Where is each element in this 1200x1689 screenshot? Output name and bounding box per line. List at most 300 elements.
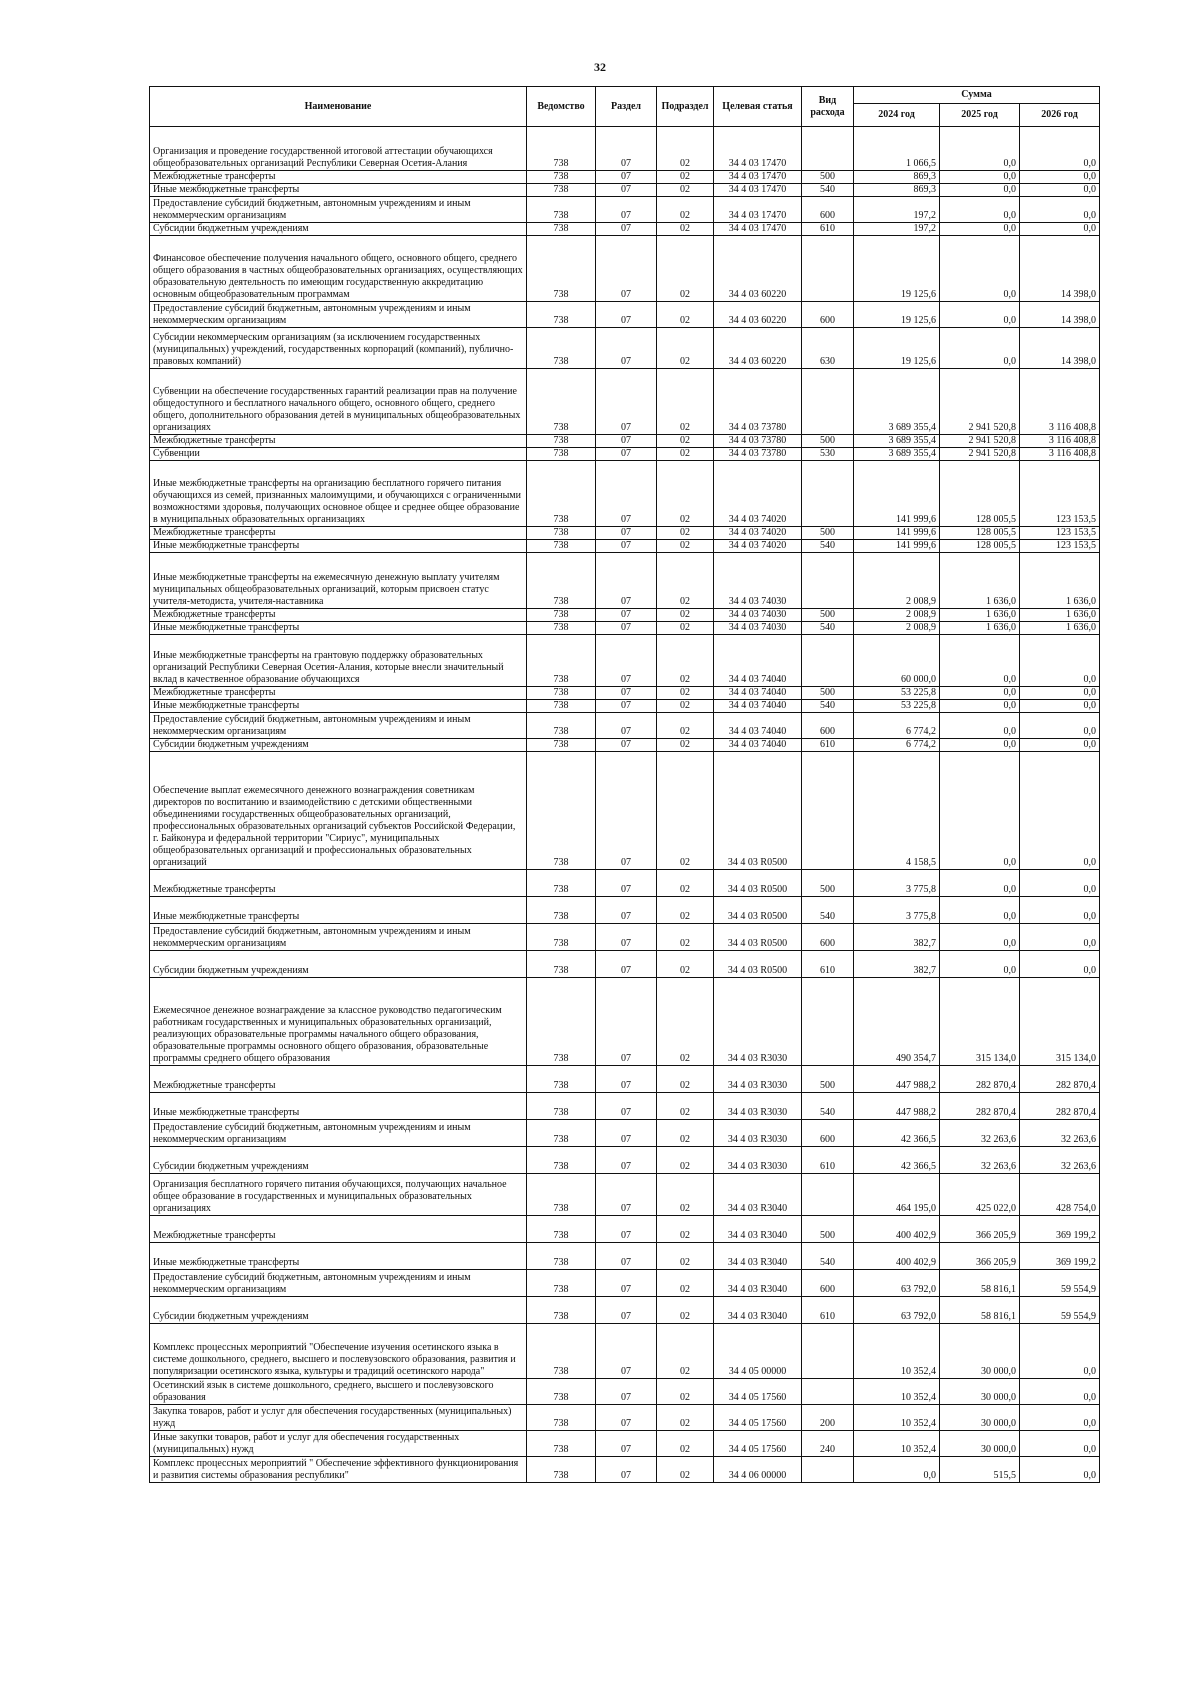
cell-department: 738 [527, 184, 596, 197]
table-row [150, 448, 1100, 461]
cell-target: 34 4 03 R3030 [714, 1147, 802, 1174]
table-row [150, 1120, 1100, 1147]
cell-expense [802, 1324, 854, 1379]
cell-department: 738 [527, 197, 596, 223]
cell-name: Субсидии бюджетным учреждениям [150, 223, 527, 236]
cell-section: 07 [596, 1120, 657, 1147]
cell-target: 34 4 03 R0500 [714, 924, 802, 951]
cell-section: 07 [596, 1431, 657, 1457]
cell-name: Иные межбюджетные трансферты [150, 700, 527, 713]
cell-target: 34 4 03 R3040 [714, 1270, 802, 1297]
table-row [150, 1243, 1100, 1270]
cell-name: Субсидии бюджетным учреждениям [150, 739, 527, 752]
cell-2026: 0,0 [1020, 1457, 1100, 1483]
cell-section: 07 [596, 951, 657, 978]
budget-table [149, 86, 1100, 1483]
cell-2024: 490 354,7 [854, 978, 940, 1066]
cell-name: Иные межбюджетные трансферты на ежемесячную денежную выплату учителям муниципальных общеобразовательных организаций, которым присвоен статус учителя-методиста, учителя-наставника [150, 553, 527, 609]
cell-department: 738 [527, 328, 596, 369]
cell-2025: 0,0 [940, 302, 1020, 328]
cell-subsection: 02 [657, 223, 714, 236]
cell-2025: 30 000,0 [940, 1379, 1020, 1405]
cell-name: Иные межбюджетные трансферты [150, 897, 527, 924]
cell-expense: 610 [802, 951, 854, 978]
header-department: Ведомство [527, 87, 596, 127]
table-row [150, 1066, 1100, 1093]
cell-2025: 128 005,5 [940, 540, 1020, 553]
cell-subsection: 02 [657, 752, 714, 870]
cell-2026: 123 153,5 [1020, 540, 1100, 553]
table-row [150, 461, 1100, 527]
cell-2025: 0,0 [940, 127, 1020, 171]
cell-subsection: 02 [657, 171, 714, 184]
cell-section: 07 [596, 171, 657, 184]
cell-section: 07 [596, 700, 657, 713]
table-row [150, 978, 1100, 1066]
cell-target: 34 4 03 74030 [714, 622, 802, 635]
cell-2024: 447 988,2 [854, 1093, 940, 1120]
cell-2024: 3 689 355,4 [854, 448, 940, 461]
cell-expense: 500 [802, 171, 854, 184]
table-header [150, 87, 1100, 127]
cell-2026: 282 870,4 [1020, 1093, 1100, 1120]
cell-subsection: 02 [657, 1243, 714, 1270]
cell-department: 738 [527, 1243, 596, 1270]
cell-2025: 32 263,6 [940, 1147, 1020, 1174]
cell-2025: 366 205,9 [940, 1243, 1020, 1270]
cell-2025: 58 816,1 [940, 1297, 1020, 1324]
cell-section: 07 [596, 752, 657, 870]
header-section: Раздел [596, 87, 657, 127]
cell-expense: 600 [802, 1270, 854, 1297]
cell-2025: 2 941 520,8 [940, 369, 1020, 435]
cell-2026: 0,0 [1020, 687, 1100, 700]
cell-department: 738 [527, 870, 596, 897]
cell-expense: 240 [802, 1431, 854, 1457]
table-row [150, 713, 1100, 739]
table-row [150, 609, 1100, 622]
cell-name: Комплекс процессных мероприятий " Обеспечение эффективного функционирования и развития системы образования республики" [150, 1457, 527, 1483]
cell-2025: 0,0 [940, 197, 1020, 223]
cell-section: 07 [596, 713, 657, 739]
header-2026: 2026 год [1020, 104, 1100, 127]
cell-department: 738 [527, 1147, 596, 1174]
cell-subsection: 02 [657, 870, 714, 897]
cell-target: 34 4 03 60220 [714, 328, 802, 369]
cell-2024: 2 008,9 [854, 553, 940, 609]
cell-target: 34 4 03 74040 [714, 635, 802, 687]
cell-section: 07 [596, 1243, 657, 1270]
cell-target: 34 4 03 73780 [714, 369, 802, 435]
cell-target: 34 4 03 74040 [714, 739, 802, 752]
table-row [150, 1457, 1100, 1483]
cell-subsection: 02 [657, 609, 714, 622]
cell-2025: 0,0 [940, 328, 1020, 369]
cell-target: 34 4 06 00000 [714, 1457, 802, 1483]
cell-department: 738 [527, 635, 596, 687]
cell-2026: 0,0 [1020, 197, 1100, 223]
cell-department: 738 [527, 461, 596, 527]
table-row [150, 1270, 1100, 1297]
cell-2026: 123 153,5 [1020, 461, 1100, 527]
cell-2026: 282 870,4 [1020, 1066, 1100, 1093]
cell-2024: 400 402,9 [854, 1243, 940, 1270]
cell-target: 34 4 03 73780 [714, 435, 802, 448]
cell-section: 07 [596, 609, 657, 622]
cell-department: 738 [527, 448, 596, 461]
cell-2026: 3 116 408,8 [1020, 369, 1100, 435]
cell-name: Межбюджетные трансферты [150, 171, 527, 184]
cell-expense: 500 [802, 1066, 854, 1093]
cell-2026: 0,0 [1020, 635, 1100, 687]
cell-section: 07 [596, 739, 657, 752]
cell-name: Межбюджетные трансферты [150, 1216, 527, 1243]
cell-2026: 0,0 [1020, 700, 1100, 713]
table-row [150, 1379, 1100, 1405]
cell-2025: 0,0 [940, 635, 1020, 687]
cell-name: Предоставление субсидий бюджетным, автономным учреждениям и иным некоммерческим организациям [150, 1270, 527, 1297]
cell-2024: 19 125,6 [854, 328, 940, 369]
cell-section: 07 [596, 1457, 657, 1483]
table-row [150, 184, 1100, 197]
table-row [150, 870, 1100, 897]
cell-section: 07 [596, 1297, 657, 1324]
cell-section: 07 [596, 870, 657, 897]
table-row [150, 369, 1100, 435]
cell-section: 07 [596, 461, 657, 527]
cell-expense: 600 [802, 924, 854, 951]
cell-section: 07 [596, 197, 657, 223]
cell-2025: 0,0 [940, 223, 1020, 236]
cell-expense: 610 [802, 1297, 854, 1324]
cell-target: 34 4 03 R3040 [714, 1243, 802, 1270]
cell-target: 34 4 03 R3040 [714, 1216, 802, 1243]
cell-name: Предоставление субсидий бюджетным, автономным учреждениям и иным некоммерческим организациям [150, 713, 527, 739]
cell-section: 07 [596, 448, 657, 461]
cell-expense: 500 [802, 609, 854, 622]
cell-2026: 0,0 [1020, 924, 1100, 951]
cell-department: 738 [527, 1174, 596, 1216]
cell-subsection: 02 [657, 1066, 714, 1093]
cell-2025: 282 870,4 [940, 1066, 1020, 1093]
cell-2026: 0,0 [1020, 127, 1100, 171]
cell-2025: 0,0 [940, 951, 1020, 978]
cell-2026: 0,0 [1020, 184, 1100, 197]
cell-name: Предоставление субсидий бюджетным, автономным учреждениям и иным некоммерческим организациям [150, 924, 527, 951]
cell-2024: 63 792,0 [854, 1270, 940, 1297]
cell-expense: 600 [802, 302, 854, 328]
cell-target: 34 4 03 R0500 [714, 897, 802, 924]
cell-subsection: 02 [657, 1297, 714, 1324]
cell-department: 738 [527, 739, 596, 752]
table-row [150, 171, 1100, 184]
table-row [150, 739, 1100, 752]
cell-2024: 3 689 355,4 [854, 435, 940, 448]
cell-department: 738 [527, 978, 596, 1066]
cell-section: 07 [596, 527, 657, 540]
cell-expense [802, 635, 854, 687]
cell-name: Комплекс процессных мероприятий "Обеспечение изучения осетинского языка в системе дошкольного, среднего, высшего и послевузовского образования, развития и популяризации осетинского языка, культуры и традиций осетинского народа" [150, 1324, 527, 1379]
cell-name: Межбюджетные трансферты [150, 527, 527, 540]
cell-2026: 32 263,6 [1020, 1120, 1100, 1147]
cell-2025: 128 005,5 [940, 527, 1020, 540]
cell-name: Иные закупки товаров, работ и услуг для обеспечения государственных (муниципальных) нужд [150, 1431, 527, 1457]
cell-department: 738 [527, 1457, 596, 1483]
table-row [150, 127, 1100, 171]
cell-2024: 53 225,8 [854, 700, 940, 713]
cell-expense: 500 [802, 527, 854, 540]
header-target: Целевая статья [714, 87, 802, 127]
cell-2024: 53 225,8 [854, 687, 940, 700]
cell-2025: 0,0 [940, 897, 1020, 924]
cell-subsection: 02 [657, 1120, 714, 1147]
cell-name: Закупка товаров, работ и услуг для обеспечения государственных (муниципальных) нужд [150, 1405, 527, 1431]
cell-2026: 59 554,9 [1020, 1297, 1100, 1324]
cell-name: Иные межбюджетные трансферты [150, 184, 527, 197]
cell-2025: 58 816,1 [940, 1270, 1020, 1297]
cell-name: Субсидии бюджетным учреждениям [150, 1297, 527, 1324]
cell-2026: 1 636,0 [1020, 553, 1100, 609]
cell-department: 738 [527, 924, 596, 951]
cell-subsection: 02 [657, 197, 714, 223]
cell-2025: 0,0 [940, 739, 1020, 752]
cell-expense [802, 369, 854, 435]
cell-department: 738 [527, 1120, 596, 1147]
cell-2025: 515,5 [940, 1457, 1020, 1483]
cell-2024: 3 689 355,4 [854, 369, 940, 435]
cell-name: Иные межбюджетные трансферты [150, 1243, 527, 1270]
cell-expense: 600 [802, 713, 854, 739]
cell-2026: 428 754,0 [1020, 1174, 1100, 1216]
cell-department: 738 [527, 1324, 596, 1379]
cell-2026: 123 153,5 [1020, 527, 1100, 540]
cell-subsection: 02 [657, 713, 714, 739]
cell-2024: 42 366,5 [854, 1147, 940, 1174]
cell-department: 738 [527, 369, 596, 435]
cell-target: 34 4 03 R3030 [714, 1120, 802, 1147]
cell-subsection: 02 [657, 1324, 714, 1379]
cell-name: Субсидии бюджетным учреждениям [150, 1147, 527, 1174]
cell-name: Межбюджетные трансферты [150, 1066, 527, 1093]
table-row [150, 1093, 1100, 1120]
cell-name: Субсидии некоммерческим организациям (за исключением государственных (муниципальных) учреждений, государственных корпораций (компаний), публично-правовых компаний) [150, 328, 527, 369]
cell-target: 34 4 03 74020 [714, 527, 802, 540]
cell-2024: 447 988,2 [854, 1066, 940, 1093]
cell-2025: 30 000,0 [940, 1324, 1020, 1379]
header-subsection: Подраздел [657, 87, 714, 127]
cell-section: 07 [596, 978, 657, 1066]
table-row [150, 1324, 1100, 1379]
cell-2024: 10 352,4 [854, 1405, 940, 1431]
cell-2025: 0,0 [940, 713, 1020, 739]
cell-department: 738 [527, 1093, 596, 1120]
cell-department: 738 [527, 897, 596, 924]
cell-2025: 0,0 [940, 687, 1020, 700]
cell-expense: 630 [802, 328, 854, 369]
cell-department: 738 [527, 553, 596, 609]
header-expense: Вид расхода [802, 87, 854, 127]
cell-expense [802, 127, 854, 171]
cell-2026: 0,0 [1020, 1324, 1100, 1379]
cell-department: 738 [527, 1431, 596, 1457]
cell-subsection: 02 [657, 897, 714, 924]
cell-2026: 3 116 408,8 [1020, 435, 1100, 448]
cell-section: 07 [596, 236, 657, 302]
cell-subsection: 02 [657, 1216, 714, 1243]
cell-department: 738 [527, 127, 596, 171]
cell-expense: 540 [802, 540, 854, 553]
cell-subsection: 02 [657, 461, 714, 527]
cell-2026: 32 263,6 [1020, 1147, 1100, 1174]
cell-expense: 500 [802, 687, 854, 700]
cell-2025: 30 000,0 [940, 1431, 1020, 1457]
cell-subsection: 02 [657, 553, 714, 609]
cell-name: Субвенции на обеспечение государственных гарантий реализации прав на получение общедоступного и бесплатного начального общего, основного общего, среднего общего, дополнительного образования детей в муниципальных общеобразовательных организациях [150, 369, 527, 435]
table-row [150, 527, 1100, 540]
table-row [150, 687, 1100, 700]
cell-target: 34 4 03 74030 [714, 609, 802, 622]
cell-department: 738 [527, 687, 596, 700]
table-body [150, 127, 1100, 1483]
table-row [150, 1431, 1100, 1457]
table-row [150, 897, 1100, 924]
cell-2024: 0,0 [854, 1457, 940, 1483]
cell-2025: 0,0 [940, 752, 1020, 870]
cell-expense: 600 [802, 1120, 854, 1147]
cell-section: 07 [596, 1066, 657, 1093]
table-row [150, 1147, 1100, 1174]
cell-2025: 2 941 520,8 [940, 435, 1020, 448]
cell-target: 34 4 03 73780 [714, 448, 802, 461]
cell-expense: 540 [802, 700, 854, 713]
cell-2026: 0,0 [1020, 951, 1100, 978]
cell-2026: 14 398,0 [1020, 328, 1100, 369]
cell-target: 34 4 05 17560 [714, 1379, 802, 1405]
cell-2024: 63 792,0 [854, 1297, 940, 1324]
cell-2024: 10 352,4 [854, 1324, 940, 1379]
cell-section: 07 [596, 369, 657, 435]
cell-name: Организация бесплатного горячего питания обучающихся, получающих начальное общее образование в государственных и муниципальных образовательных организациях [150, 1174, 527, 1216]
cell-name: Предоставление субсидий бюджетным, автономным учреждениям и иным некоммерческим организациям [150, 302, 527, 328]
cell-subsection: 02 [657, 1405, 714, 1431]
cell-2024: 2 008,9 [854, 609, 940, 622]
cell-name: Финансовое обеспечение получения начального общего, основного общего, среднего общего образования в частных общеобразовательных организациях, осуществляющих образовательную деятельность по имеющим государственную аккредитацию основным общеобразовательным программам [150, 236, 527, 302]
cell-subsection: 02 [657, 127, 714, 171]
cell-2026: 0,0 [1020, 1405, 1100, 1431]
cell-2026: 0,0 [1020, 1431, 1100, 1457]
cell-2024: 3 775,8 [854, 897, 940, 924]
cell-expense: 500 [802, 435, 854, 448]
cell-2025: 32 263,6 [940, 1120, 1020, 1147]
cell-section: 07 [596, 1093, 657, 1120]
cell-2026: 3 116 408,8 [1020, 448, 1100, 461]
cell-subsection: 02 [657, 924, 714, 951]
cell-2025: 30 000,0 [940, 1405, 1020, 1431]
cell-subsection: 02 [657, 527, 714, 540]
cell-department: 738 [527, 527, 596, 540]
cell-subsection: 02 [657, 369, 714, 435]
cell-2026: 0,0 [1020, 223, 1100, 236]
table-row [150, 951, 1100, 978]
cell-section: 07 [596, 1379, 657, 1405]
cell-department: 738 [527, 435, 596, 448]
table-row [150, 622, 1100, 635]
cell-target: 34 4 03 60220 [714, 236, 802, 302]
cell-2025: 425 022,0 [940, 1174, 1020, 1216]
cell-2026: 0,0 [1020, 752, 1100, 870]
cell-subsection: 02 [657, 448, 714, 461]
cell-department: 738 [527, 752, 596, 870]
cell-section: 07 [596, 127, 657, 171]
cell-subsection: 02 [657, 236, 714, 302]
cell-department: 738 [527, 713, 596, 739]
cell-2026: 1 636,0 [1020, 609, 1100, 622]
cell-subsection: 02 [657, 635, 714, 687]
table-row [150, 1405, 1100, 1431]
cell-target: 34 4 05 00000 [714, 1324, 802, 1379]
cell-expense: 200 [802, 1405, 854, 1431]
cell-department: 738 [527, 171, 596, 184]
cell-target: 34 4 03 17470 [714, 171, 802, 184]
cell-target: 34 4 03 R3030 [714, 1093, 802, 1120]
cell-expense [802, 553, 854, 609]
cell-name: Иные межбюджетные трансферты [150, 622, 527, 635]
table-row [150, 302, 1100, 328]
cell-2025: 1 636,0 [940, 622, 1020, 635]
cell-expense: 540 [802, 897, 854, 924]
header-name: Наименование [150, 87, 527, 127]
cell-target: 34 4 03 17470 [714, 127, 802, 171]
cell-2026: 0,0 [1020, 713, 1100, 739]
cell-name: Иные межбюджетные трансферты на грантовую поддержку образовательных организаций Республики Северная Осетия-Алания, которые внесли значительный вклад в качественное образование обучающихся [150, 635, 527, 687]
cell-department: 738 [527, 700, 596, 713]
cell-target: 34 4 03 R3040 [714, 1297, 802, 1324]
cell-name: Обеспечение выплат ежемесячного денежного вознаграждения советникам директоров по воспитанию и взаимодействию с детскими общественными объединениями государственных общеобразовательных организаций, профессиональных образовательных организаций субъектов Российской Федерации, г. Байконура и федеральной территории "Сириус", муниципальных общеобразовательных организаций и профессиональных образовательных организаций [150, 752, 527, 870]
cell-2026: 315 134,0 [1020, 978, 1100, 1066]
cell-2026: 59 554,9 [1020, 1270, 1100, 1297]
cell-department: 738 [527, 622, 596, 635]
cell-name: Иные межбюджетные трансферты [150, 540, 527, 553]
cell-2025: 0,0 [940, 171, 1020, 184]
cell-name: Межбюджетные трансферты [150, 609, 527, 622]
cell-expense: 610 [802, 223, 854, 236]
cell-2025: 0,0 [940, 700, 1020, 713]
cell-department: 738 [527, 1379, 596, 1405]
cell-section: 07 [596, 540, 657, 553]
cell-target: 34 4 03 74040 [714, 713, 802, 739]
cell-name: Ежемесячное денежное вознаграждение за классное руководство педагогическим работникам государственных и муниципальных образовательных организаций, реализующих образовательные программы начального общего образования, образовательные программы основного общего образования, образовательные программы среднего общего образования [150, 978, 527, 1066]
cell-2024: 382,7 [854, 951, 940, 978]
cell-department: 738 [527, 223, 596, 236]
cell-2024: 869,3 [854, 171, 940, 184]
cell-target: 34 4 03 R3040 [714, 1174, 802, 1216]
table-row [150, 1174, 1100, 1216]
cell-section: 07 [596, 302, 657, 328]
cell-target: 34 4 03 74020 [714, 540, 802, 553]
cell-subsection: 02 [657, 302, 714, 328]
cell-subsection: 02 [657, 687, 714, 700]
cell-2026: 0,0 [1020, 897, 1100, 924]
cell-name: Предоставление субсидий бюджетным, автономным учреждениям и иным некоммерческим организациям [150, 197, 527, 223]
cell-expense [802, 752, 854, 870]
cell-2026: 14 398,0 [1020, 302, 1100, 328]
cell-2024: 19 125,6 [854, 302, 940, 328]
cell-name: Межбюджетные трансферты [150, 435, 527, 448]
cell-subsection: 02 [657, 435, 714, 448]
cell-2024: 141 999,6 [854, 527, 940, 540]
cell-department: 738 [527, 951, 596, 978]
cell-expense [802, 1174, 854, 1216]
